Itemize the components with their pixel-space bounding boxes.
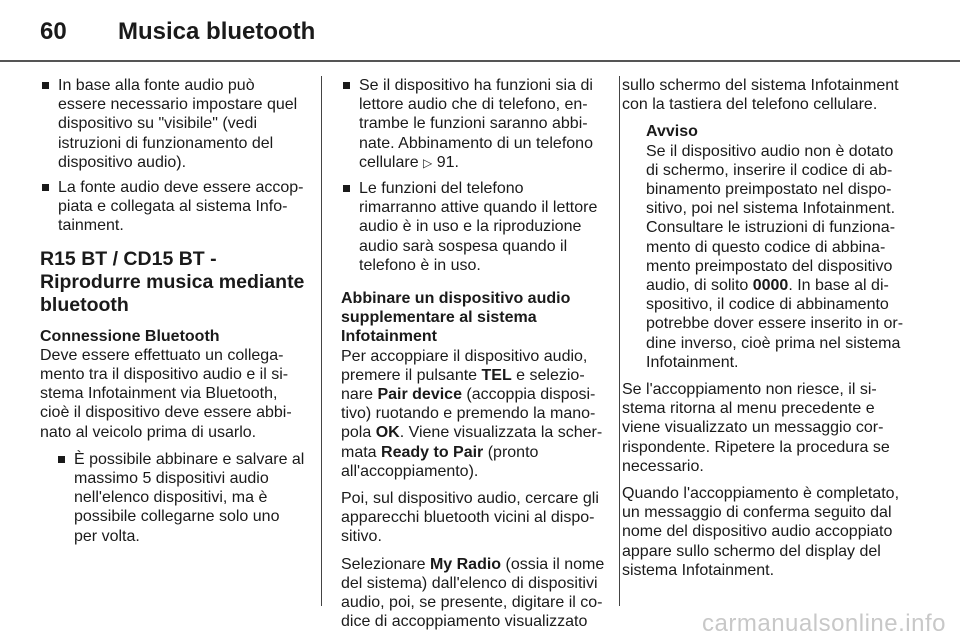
subheading: Connessione Bluetooth bbox=[40, 327, 220, 345]
button-label-tel: TEL bbox=[481, 366, 512, 384]
paragraph: Poi, sul dispositivo audio, cercare gli apparecchi bluetooth vicini al dispositivo. bbox=[341, 490, 599, 546]
menu-label-pair-device: Pair device bbox=[377, 386, 462, 404]
note-box bbox=[622, 122, 906, 372]
paragraph: sullo schermo del sistema Infotainment con la tastiera del telefono cellulare. bbox=[622, 77, 899, 114]
page-number: 60 bbox=[40, 18, 67, 45]
page-reference-arrow-icon: ▷ bbox=[423, 155, 433, 170]
column-divider bbox=[321, 76, 322, 606]
paragraph: Se l'accoppiamento non riesce, il sistema ritorna al menu precedente e viene visualizzato un messaggio corrispondente. Ripetere la procedura se necessario. bbox=[622, 381, 890, 475]
subheading: Abbinare un dispositivo audio supplementare al sistema Infotainment bbox=[341, 290, 571, 346]
list-item: Se il dispositivo ha funzioni sia di lettore audio che di telefono, entrambe le funzioni saranno abbinate. Abbinamento di un telefono cellulare ▷ 91. bbox=[341, 76, 605, 173]
bullet-square-icon bbox=[42, 184, 49, 191]
bullet-square-icon bbox=[42, 82, 49, 89]
note-title: Avviso bbox=[646, 123, 698, 141]
paragraph: Deve essere effettuato un collegamento tra il dispositivo audio e il sistema Infotainment via Bluetooth, cioè il dispositivo deve essere abbinato al veicolo prima di usarlo. bbox=[40, 346, 292, 441]
paragraph: Per accoppiare il dispositivo audio, premere il pulsante TEL e selezionare Pair device (accoppia dispositivo) ruotando e premendo la manopola OK. Viene visualizzata la schermata Ready to Pair (pronto all'accoppiamento). bbox=[341, 347, 603, 480]
bullet-square-icon bbox=[343, 185, 350, 192]
column-1 bbox=[40, 76, 306, 552]
page-title: Musica bluetooth bbox=[118, 18, 316, 45]
watermark: carmanualsonline.info bbox=[702, 610, 946, 637]
page-reference[interactable]: 91. bbox=[436, 153, 459, 171]
list-item: In base alla fonte audio può essere necessario impostare quel dispositivo su "visibile" (vedi istruzioni di funzionamento del dispositivo audio). bbox=[40, 76, 306, 172]
paragraph: Quando l'accoppiamento è completato, un messaggio di conferma seguito dal nome del dispositivo audio accoppiato appare sullo schermo del display del sistema Infotainment. bbox=[622, 485, 900, 579]
list-item: La fonte audio deve essere accoppiata e collegata al sistema Infotainment. bbox=[40, 178, 306, 236]
column-2 bbox=[341, 76, 605, 639]
screen-label-ready-to-pair: Ready to Pair bbox=[381, 443, 484, 461]
column-3 bbox=[622, 76, 906, 588]
page-header bbox=[0, 0, 960, 62]
bullet-square-icon bbox=[343, 82, 350, 89]
column-divider bbox=[619, 76, 620, 606]
bullet-square-icon bbox=[58, 456, 65, 463]
list-item: Le funzioni del telefono rimarranno attive quando il lettore audio è in uso e la riproduzione audio sarà sospesa quando il telefono è in uso. bbox=[341, 179, 605, 275]
list-item: È possibile abbinare e salvare al massimo 5 dispositivi audio nell'elenco dispositivi, ma è possibile collegarne solo uno per volta. bbox=[56, 450, 306, 546]
button-label-ok: OK bbox=[375, 424, 400, 442]
device-label-my-radio: My Radio bbox=[429, 555, 502, 573]
pairing-code: 0000 bbox=[752, 277, 789, 295]
header-divider bbox=[0, 60, 960, 62]
section-heading: R15 BT / CD15 BT - Riprodurre musica mediante bluetooth bbox=[40, 247, 305, 316]
paragraph: Selezionare My Radio (ossia il nome del sistema) dall'elenco di dispositivi audio, poi, se presente, digitare il codice di accoppiamento visualizzato bbox=[341, 555, 605, 631]
note-text: Se il dispositivo audio non è dotato di schermo, inserire il codice di abbinamento preimpostato nel dispositivo, poi nel sistema Infotainment. Consultare le istruzioni di funzionamento di questo codice di abbinamento preimpostato del dispositivo audio, di solito 0000. In base al dispositivo, il codice di abbinamento potrebbe dover essere inserito in ordine inverso, cioè prima nel sistema Infotainment. bbox=[646, 142, 904, 371]
